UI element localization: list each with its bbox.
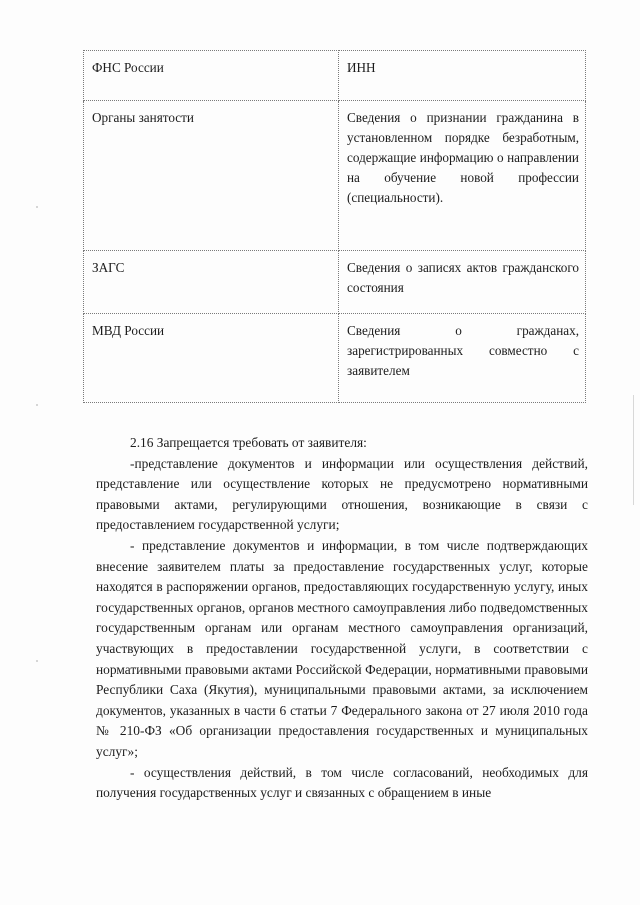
scan-speck bbox=[36, 660, 38, 662]
scan-speck bbox=[36, 206, 38, 208]
table-row bbox=[84, 101, 586, 251]
table-row bbox=[84, 251, 586, 314]
agency-cell: ФНС России bbox=[84, 51, 339, 101]
info-cell: Сведения о признании гражданина в установленном порядке безработным, содержащие информацию о направлении на обучение новой профессии (специальности). bbox=[339, 101, 586, 251]
section-heading: 2.16 Запрещается требовать от заявителя: bbox=[130, 435, 367, 450]
paragraph: -представление документов и информации или осуществления действий, представление или осуществление которых не предусмотрено нормативными правовыми актами, регулирующими отношения, возникающие в связи с предоставлением государственной услуги; bbox=[96, 455, 588, 533]
agency-cell: ЗАГС bbox=[84, 251, 339, 314]
table-row bbox=[84, 51, 586, 101]
scan-speck bbox=[36, 404, 38, 406]
info-cell: ИНН bbox=[339, 51, 586, 101]
agency-info-table bbox=[83, 50, 586, 403]
scan-edge-artifact bbox=[633, 395, 634, 505]
paragraph: - осуществления действий, в том числе согласований, необходимых для получения государственных услуг и связанных с обращением в иные bbox=[96, 764, 588, 801]
agency-cell: МВД России bbox=[84, 314, 339, 403]
table-row bbox=[84, 314, 586, 403]
info-cell: Сведения о записях актов гражданского состояния bbox=[339, 251, 586, 314]
section-2-16 bbox=[96, 433, 588, 804]
agency-cell: Органы занятости bbox=[84, 101, 339, 251]
info-cell: Сведения о гражданах, зарегистрированных совместно с заявителем bbox=[339, 314, 586, 403]
paragraph: - представление документов и информации, в том числе подтверждающих внесение заявителем платы за предоставление государственных услуг, которые находятся в распоряжении органов, предоставляющих государственную услугу, иных государственных органов, органов местного самоуправления либо подведомственных государственным органам или органам местного самоуправления организаций, участвующих в предоставлении государственной услуги, в соответствии с нормативными правовыми актами Российской Федерации, нормативными правовыми Республики Саха (Якутия), муниципальными правовыми актами, за исключением документов, указанных в части 6 статьи 7 Федерального закона от 27 июля 2010 года № 210-ФЗ «Об организации предоставления государственных и муниципальных услуг»; bbox=[96, 537, 588, 759]
